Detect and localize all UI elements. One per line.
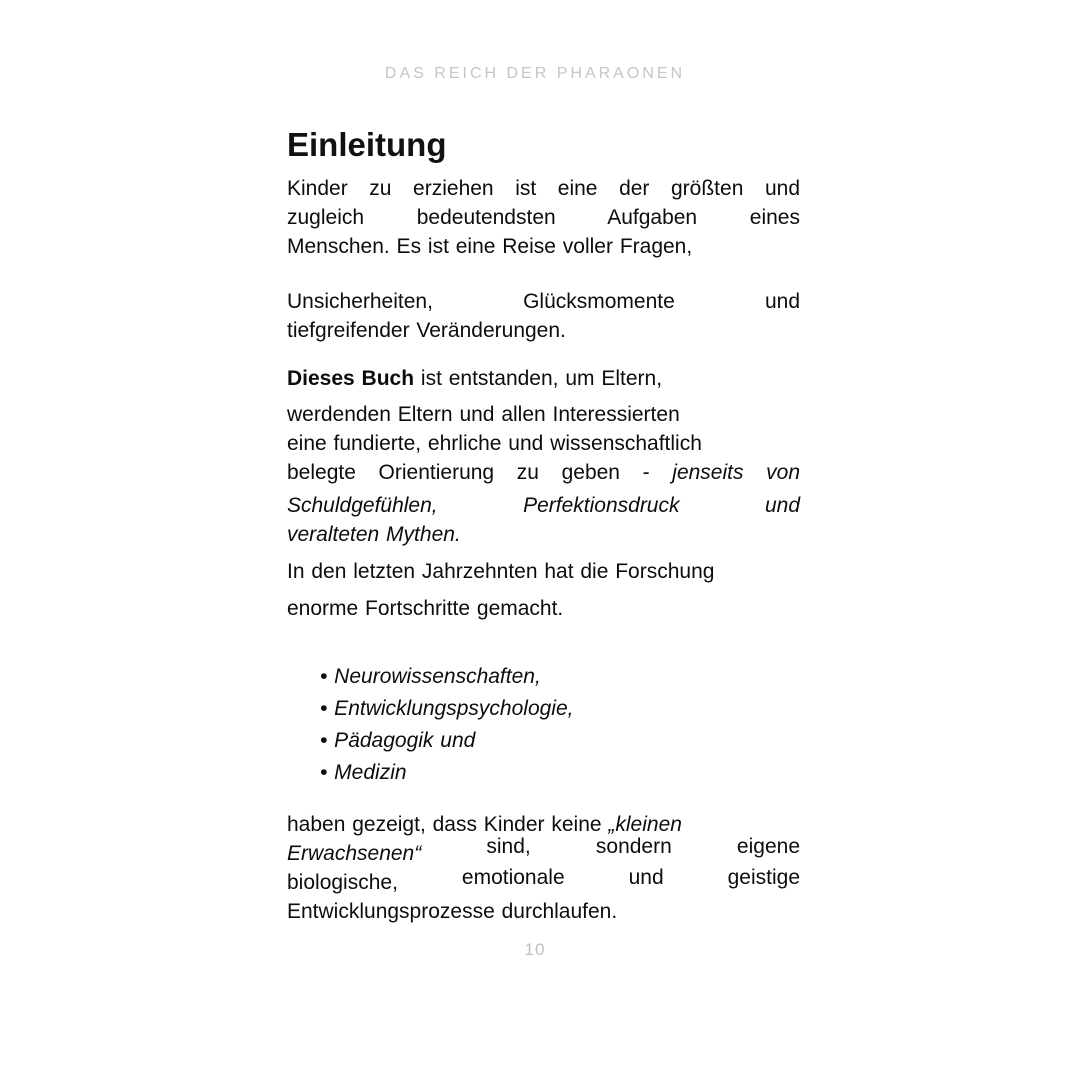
text-line: Menschen. Es ist eine Reise voller Fragen,	[287, 235, 693, 258]
text-segment: biologische,	[287, 871, 398, 894]
italic-text: jenseits von	[672, 461, 800, 484]
list-item: • Medizin	[320, 761, 407, 784]
text-line: Unsicherheiten, Glücksmomente und	[287, 290, 800, 313]
text-line: In den letzten Jahrzehnten hat die Forschung	[287, 560, 715, 583]
italic-text: „kleinen	[608, 813, 682, 836]
list-item: • Pädagogik und	[320, 729, 476, 752]
text-line	[287, 835, 800, 868]
paragraph-journey	[287, 287, 800, 345]
paragraph-intro	[287, 174, 800, 261]
text-segment: sind, sondern eigene	[486, 835, 800, 858]
text-segment: ist entstanden, um Eltern,	[414, 367, 663, 390]
text-line: tiefgreifender Veränderungen.	[287, 319, 566, 342]
text-line: Entwicklungsprozesse durchlaufen.	[287, 900, 618, 923]
text-segment: belegte Orientierung zu geben -	[287, 461, 673, 484]
text-line: zugleich bedeutendsten Aufgaben eines	[287, 206, 800, 229]
page-number: 10	[524, 940, 546, 959]
list-item: • Entwicklungspsychologie,	[320, 697, 574, 720]
page-content	[287, 126, 800, 926]
text-line	[287, 458, 800, 487]
text-line	[287, 364, 800, 393]
text-line: enorme Fortschritte gemacht.	[287, 597, 564, 620]
bold-text: Dieses Buch	[287, 367, 415, 390]
text-line: eine fundierte, ehrliche und wissenschaftlich	[287, 432, 702, 455]
italic-text: Erwachsenen“	[287, 842, 422, 865]
paragraph-conclusion	[287, 810, 800, 926]
running-header: DAS REICH DER PHARAONEN	[384, 65, 686, 82]
text-segment: emotionale und geistige	[461, 866, 800, 889]
text-line: werdenden Eltern und allen Interessierten	[287, 403, 680, 426]
text-segment: haben gezeigt, dass Kinder keine	[287, 813, 609, 836]
paragraph-book-purpose	[287, 364, 800, 549]
text-line: Kinder zu erziehen ist eine der größten und	[287, 177, 800, 200]
paragraph-research	[287, 557, 800, 623]
text-line	[287, 868, 800, 897]
bullet-list	[287, 661, 800, 789]
page-title: Einleitung	[287, 126, 447, 163]
text-line: veralteten Mythen.	[287, 523, 461, 546]
list-item: • Neurowissenschaften,	[320, 665, 541, 688]
text-line: Schuldgefühlen, Perfektionsdruck und	[287, 494, 800, 517]
